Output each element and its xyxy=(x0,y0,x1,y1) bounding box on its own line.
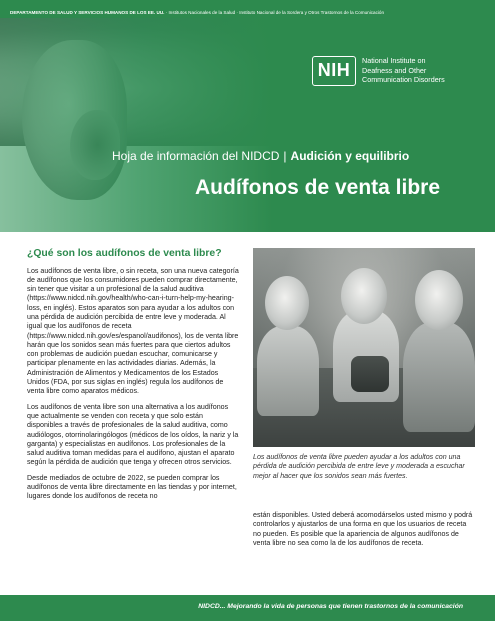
fact-sheet-subtitle: Hoja de información del NIDCD | Audición y equilibrio xyxy=(112,149,410,163)
section-heading: ¿Qué son los audífonos de venta libre? xyxy=(27,248,222,259)
photo-caption: Los audífonos de venta libre pueden ayudar a los adultos con una pérdida de audición percibida de entre leve y moderada a escuchar mejor al hacer que los sonidos sean más fuertes. xyxy=(253,453,465,480)
footer-bar xyxy=(0,595,495,621)
department-line: DEPARTAMENTO DE SALUD Y SERVICIOS HUMANOS DE LOS EE. UU. · Institutos Nacionales de la Salud · Instituto Nacional de la Sordera y Otros Trastornos de la Comunicación xyxy=(10,10,385,15)
pillow xyxy=(351,356,389,392)
person-right xyxy=(415,270,463,330)
paragraph-3: Desde mediados de octubre de 2022, se pueden comprar los audífonos de venta libre directamente en las tiendas y por internet, lugares donde los audífonos de receta no xyxy=(27,473,237,501)
masthead xyxy=(0,0,495,232)
nih-logo: NIH xyxy=(312,56,356,86)
right-column xyxy=(253,511,475,554)
institute-name: National Institute on Deafness and Other Communication Disorders xyxy=(362,56,445,84)
family-photo xyxy=(253,248,475,447)
paragraph-1: Los audífonos de venta libre, o sin receta, son una nueva categoría de audífonos que los consumidores pueden comprar directamente, sin tener que visitar a un profesional de la salud auditiva (https://www.nidcd.nih.gov/health/who-can-i-turn-help-my-hearing-loss, en inglés). Estos aparatos son para ayudar a los adultos con una pérdida de audición percibida de entre leve y moderada. Al igual que los audífonos de receta (https://www.nidcd.nih.gov/es/espanol/audifonos), los de venta libre harán que los sonidos sean más fuertes para que ciertos adultos con problemas de audición puedan escuchar, comunicarse y participar plenamente en las actividades diarias. Además, la Administración de Alimentos y Medicamentos de los Estados Unidos (FDA, por sus siglas en inglés) regula los audífonos de venta libre como aparatos médicos. xyxy=(27,266,239,396)
paragraph-2: Los audífonos de venta libre son una alternativa a los audífonos que actualmente se venden con receta y que solo están disponibles a través de profesionales de la salud auditiva, como audiólogos, otorrinolaringólogos (médicos de los oídos, la nariz y la garganta) y especialistas en audífonos. Los profesionales de la salud auditiva toman medidas para el audífono, ajustan el aparato según la pérdida de audición que tenga y ofrecen otros servicios. xyxy=(27,402,239,467)
person-left xyxy=(265,276,309,330)
page-title: Audífonos de venta libre xyxy=(195,176,441,199)
person-center xyxy=(341,268,387,324)
left-column xyxy=(27,248,239,508)
paragraph-4: están disponibles. Usted deberá acomodárselos usted mismo y podrá controlarlos y ajustarlos de una forma en que los usuarios de receta no pueden. Es posible que la apariencia de algunos audífonos de venta libre no sea como la de los audífonos de receta. xyxy=(253,511,473,547)
footer-tagline: NIDCD... Mejorando la vida de personas que tienen trastornos de la comunicación xyxy=(198,603,463,610)
